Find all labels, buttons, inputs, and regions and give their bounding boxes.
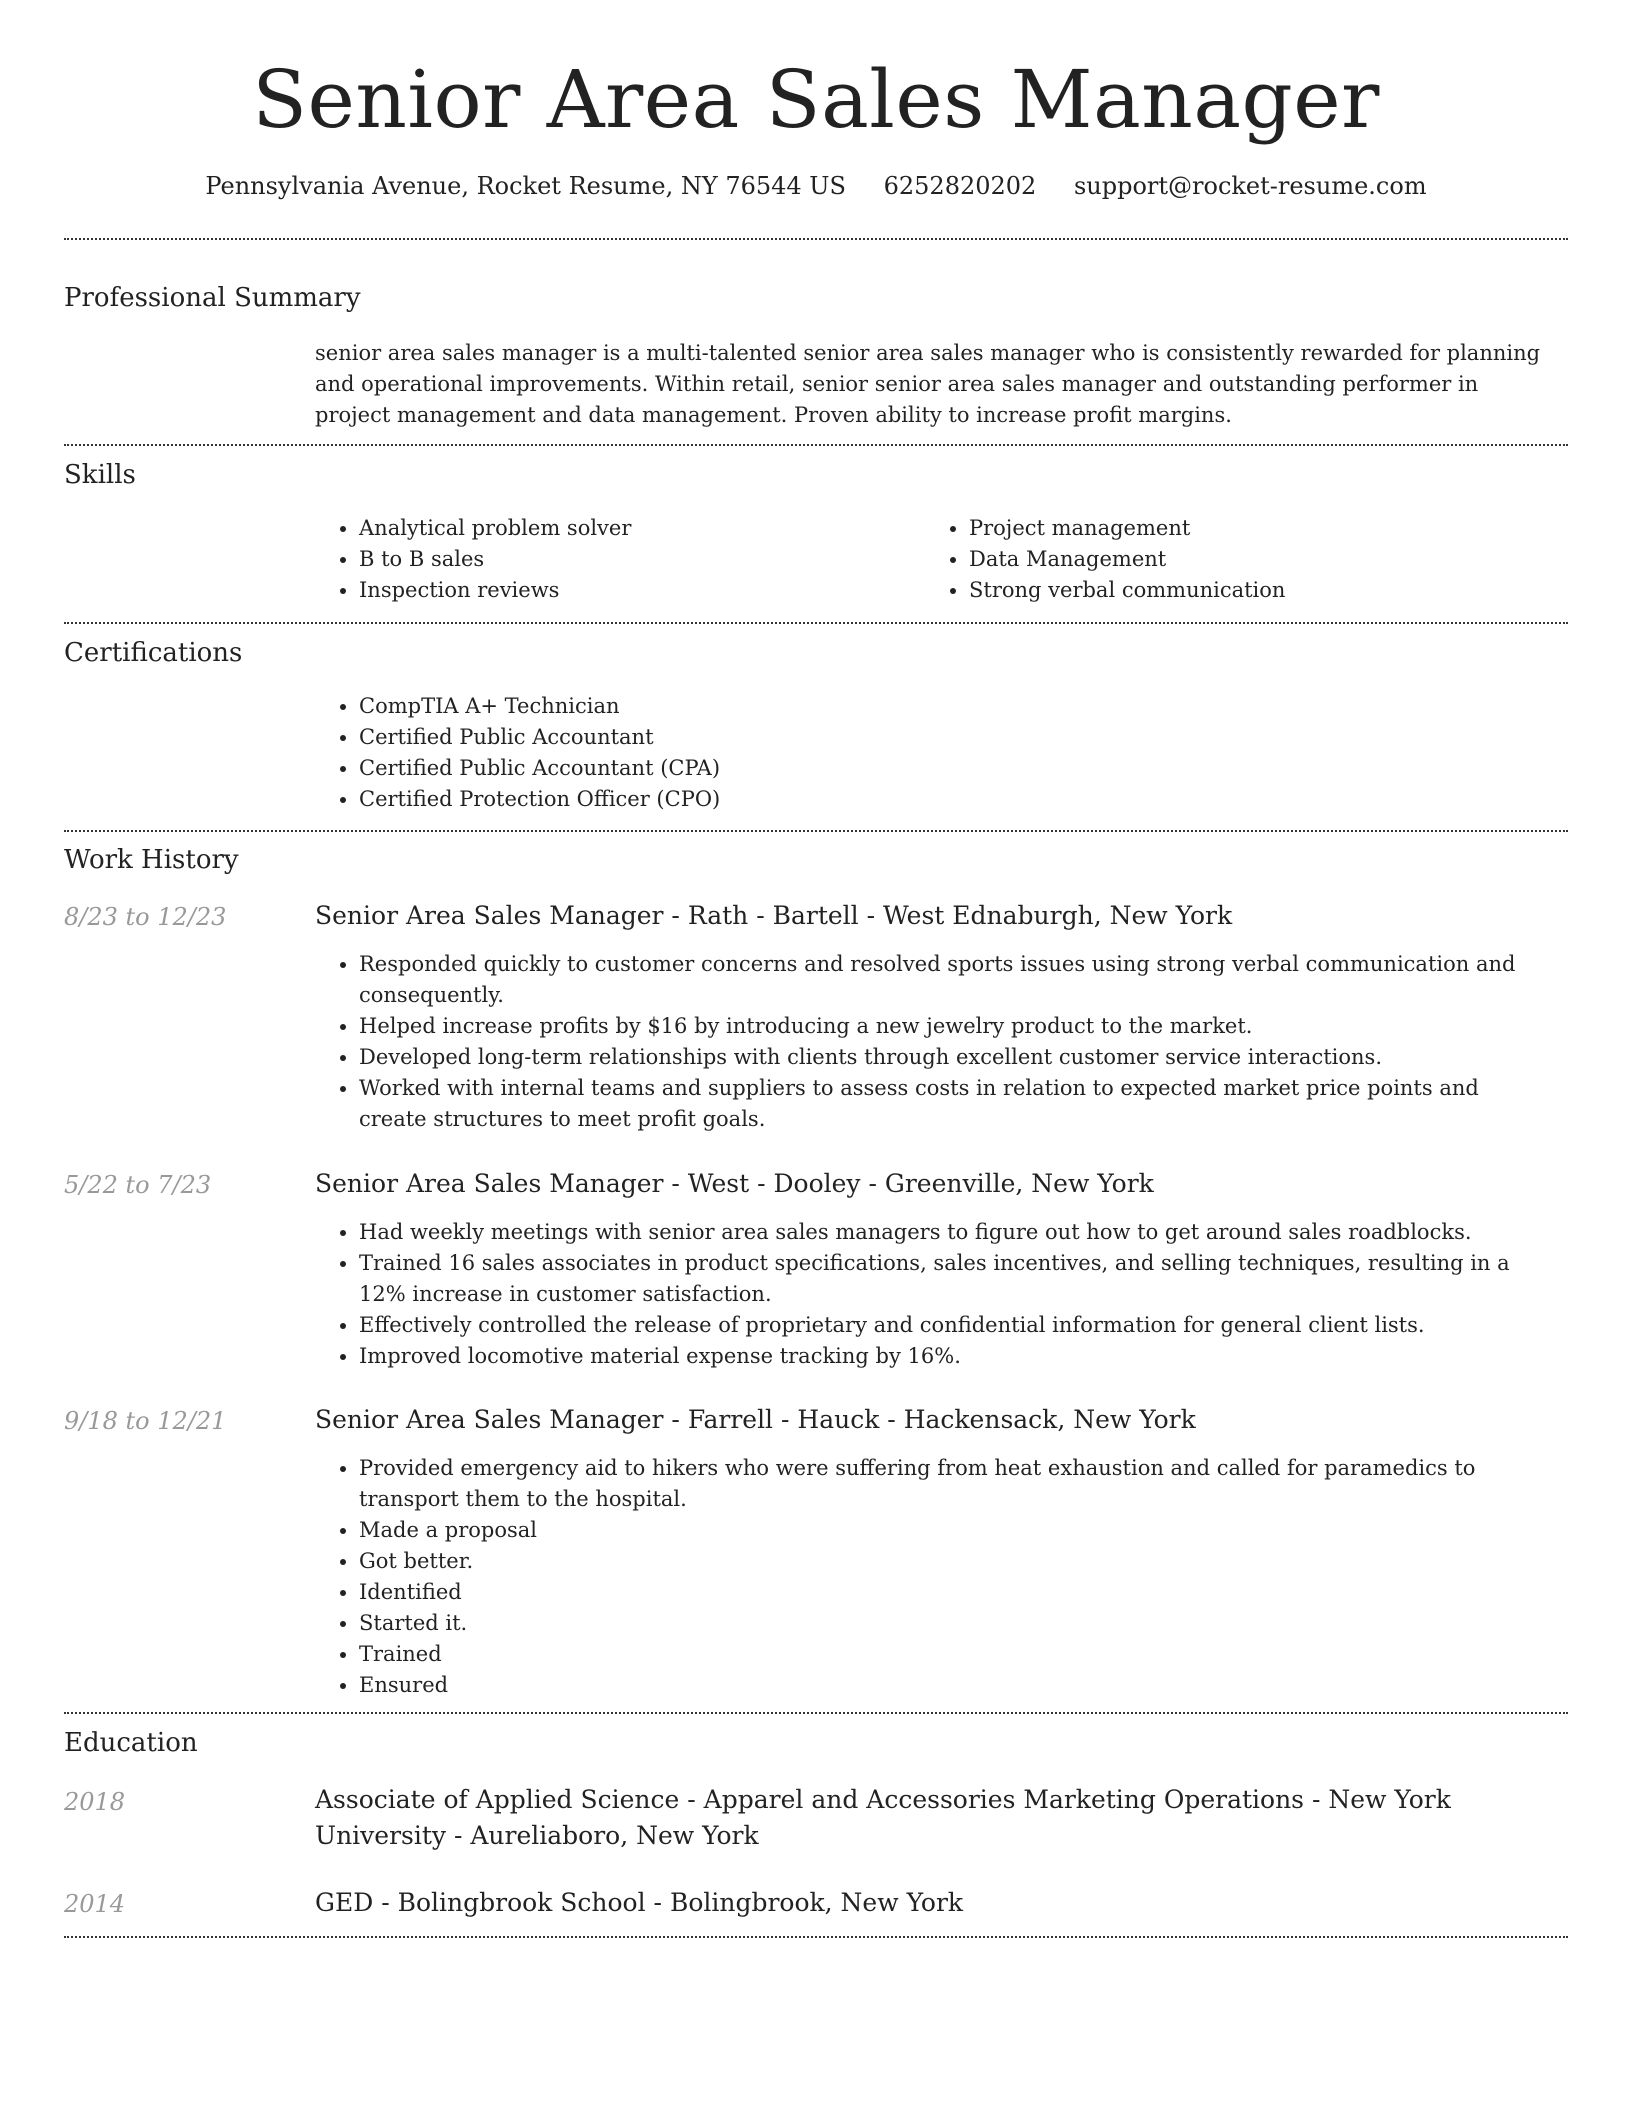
job-bullet: • Started it. (359, 1608, 1545, 1639)
section-title-summary: Professional Summary (64, 283, 361, 313)
contact-address: Pennsylvania Avenue, Rocket Resume, NY 76544 US (205, 172, 846, 200)
certification-item: • Certified Public Accountant (359, 722, 1545, 753)
section-title-education: Education (64, 1728, 198, 1758)
job-bullet: • Improved locomotive material expense tracking by 16%. (359, 1341, 1545, 1372)
skill-item: • Data Management (969, 544, 1505, 575)
contact-line (0, 170, 1632, 202)
job-bullet: • Worked with internal teams and suppliers to assess costs in relation to expected market price points and create structures to meet profit goals. (359, 1073, 1545, 1135)
skill-item: • Project management (969, 513, 1505, 544)
skill-item: • Inspection reviews (359, 575, 895, 606)
divider (64, 1936, 1568, 1938)
summary-text: senior area sales manager is a multi-talented senior area sales manager who is consistently rewarded for planning and operational improvements. Within retail, senior senior area sales manager and outstanding performer in project management and data management. Proven ability to increase profit margins. (315, 341, 1541, 427)
job-heading: Senior Area Sales Manager - Rath - Bartell - West Ednaburgh, New York (315, 901, 1233, 930)
job-bullet: • Effectively controlled the release of proprietary and confidential information for general client lists. (359, 1310, 1545, 1341)
divider (64, 444, 1568, 446)
job-bullets (315, 1217, 1545, 1372)
job-bullet: • Developed long-term relationships with clients through excellent customer service interactions. (359, 1042, 1545, 1073)
skill-item: • Analytical problem solver (359, 513, 895, 544)
contact-email: support@rocket-resume.com (1073, 172, 1427, 200)
education-year: 2018 (64, 1788, 126, 1816)
job-dates: 9/18 to 12/21 (64, 1407, 227, 1435)
certification-item: • CompTIA A+ Technician (359, 691, 1545, 722)
job-bullet: • Responded quickly to customer concerns and resolved sports issues using strong verbal communication and consequently. (359, 949, 1545, 1011)
resume-title: Senior Area Sales Manager (252, 53, 1380, 146)
divider (64, 238, 1568, 240)
job-bullet: • Made a proposal (359, 1515, 1545, 1546)
job-bullet: • Had weekly meetings with senior area sales managers to figure out how to get around sales roadblocks. (359, 1217, 1545, 1248)
education-entry: Associate of Applied Science - Apparel and Accessories Marketing Operations - New York University - Aureliaboro, New York (315, 1785, 1451, 1850)
job-bullets (315, 1453, 1545, 1701)
job-bullets (315, 949, 1545, 1135)
job-dates: 8/23 to 12/23 (64, 903, 227, 931)
job-heading: Senior Area Sales Manager - West - Dooley - Greenville, New York (315, 1169, 1154, 1198)
job-bullet: • Helped increase profits by $16 by introducing a new jewelry product to the market. (359, 1011, 1545, 1042)
education-year: 2014 (64, 1890, 126, 1918)
skills-right-column (925, 513, 1505, 606)
section-title-skills: Skills (64, 460, 136, 490)
job-bullet: • Ensured (359, 1670, 1545, 1701)
section-title-work-history: Work History (64, 845, 239, 875)
job-bullet: • Got better. (359, 1546, 1545, 1577)
divider (64, 622, 1568, 624)
job-heading: Senior Area Sales Manager - Farrell - Hauck - Hackensack, New York (315, 1405, 1196, 1434)
certifications-list (315, 691, 1545, 815)
skill-item: • B to B sales (359, 544, 895, 575)
certification-item: • Certified Protection Officer (CPO) (359, 784, 1545, 815)
education-entry: GED - Bolingbrook School - Bolingbrook, New York (315, 1888, 964, 1917)
divider (64, 830, 1568, 832)
job-bullet: • Provided emergency aid to hikers who were suffering from heat exhaustion and called for paramedics to transport them to the hospital. (359, 1453, 1545, 1515)
divider (64, 1712, 1568, 1714)
certification-item: • Certified Public Accountant (CPA) (359, 753, 1545, 784)
job-bullet: • Trained (359, 1639, 1545, 1670)
section-title-certifications: Certifications (64, 638, 243, 668)
job-bullet: • Identified (359, 1577, 1545, 1608)
skills-left-column (315, 513, 895, 606)
job-dates: 5/22 to 7/23 (64, 1171, 212, 1199)
skill-item: • Strong verbal communication (969, 575, 1505, 606)
contact-phone: 6252820202 (883, 172, 1037, 200)
job-bullet: • Trained 16 sales associates in product specifications, sales incentives, and selling techniques, resulting in a 12% increase in customer satisfaction. (359, 1248, 1545, 1310)
